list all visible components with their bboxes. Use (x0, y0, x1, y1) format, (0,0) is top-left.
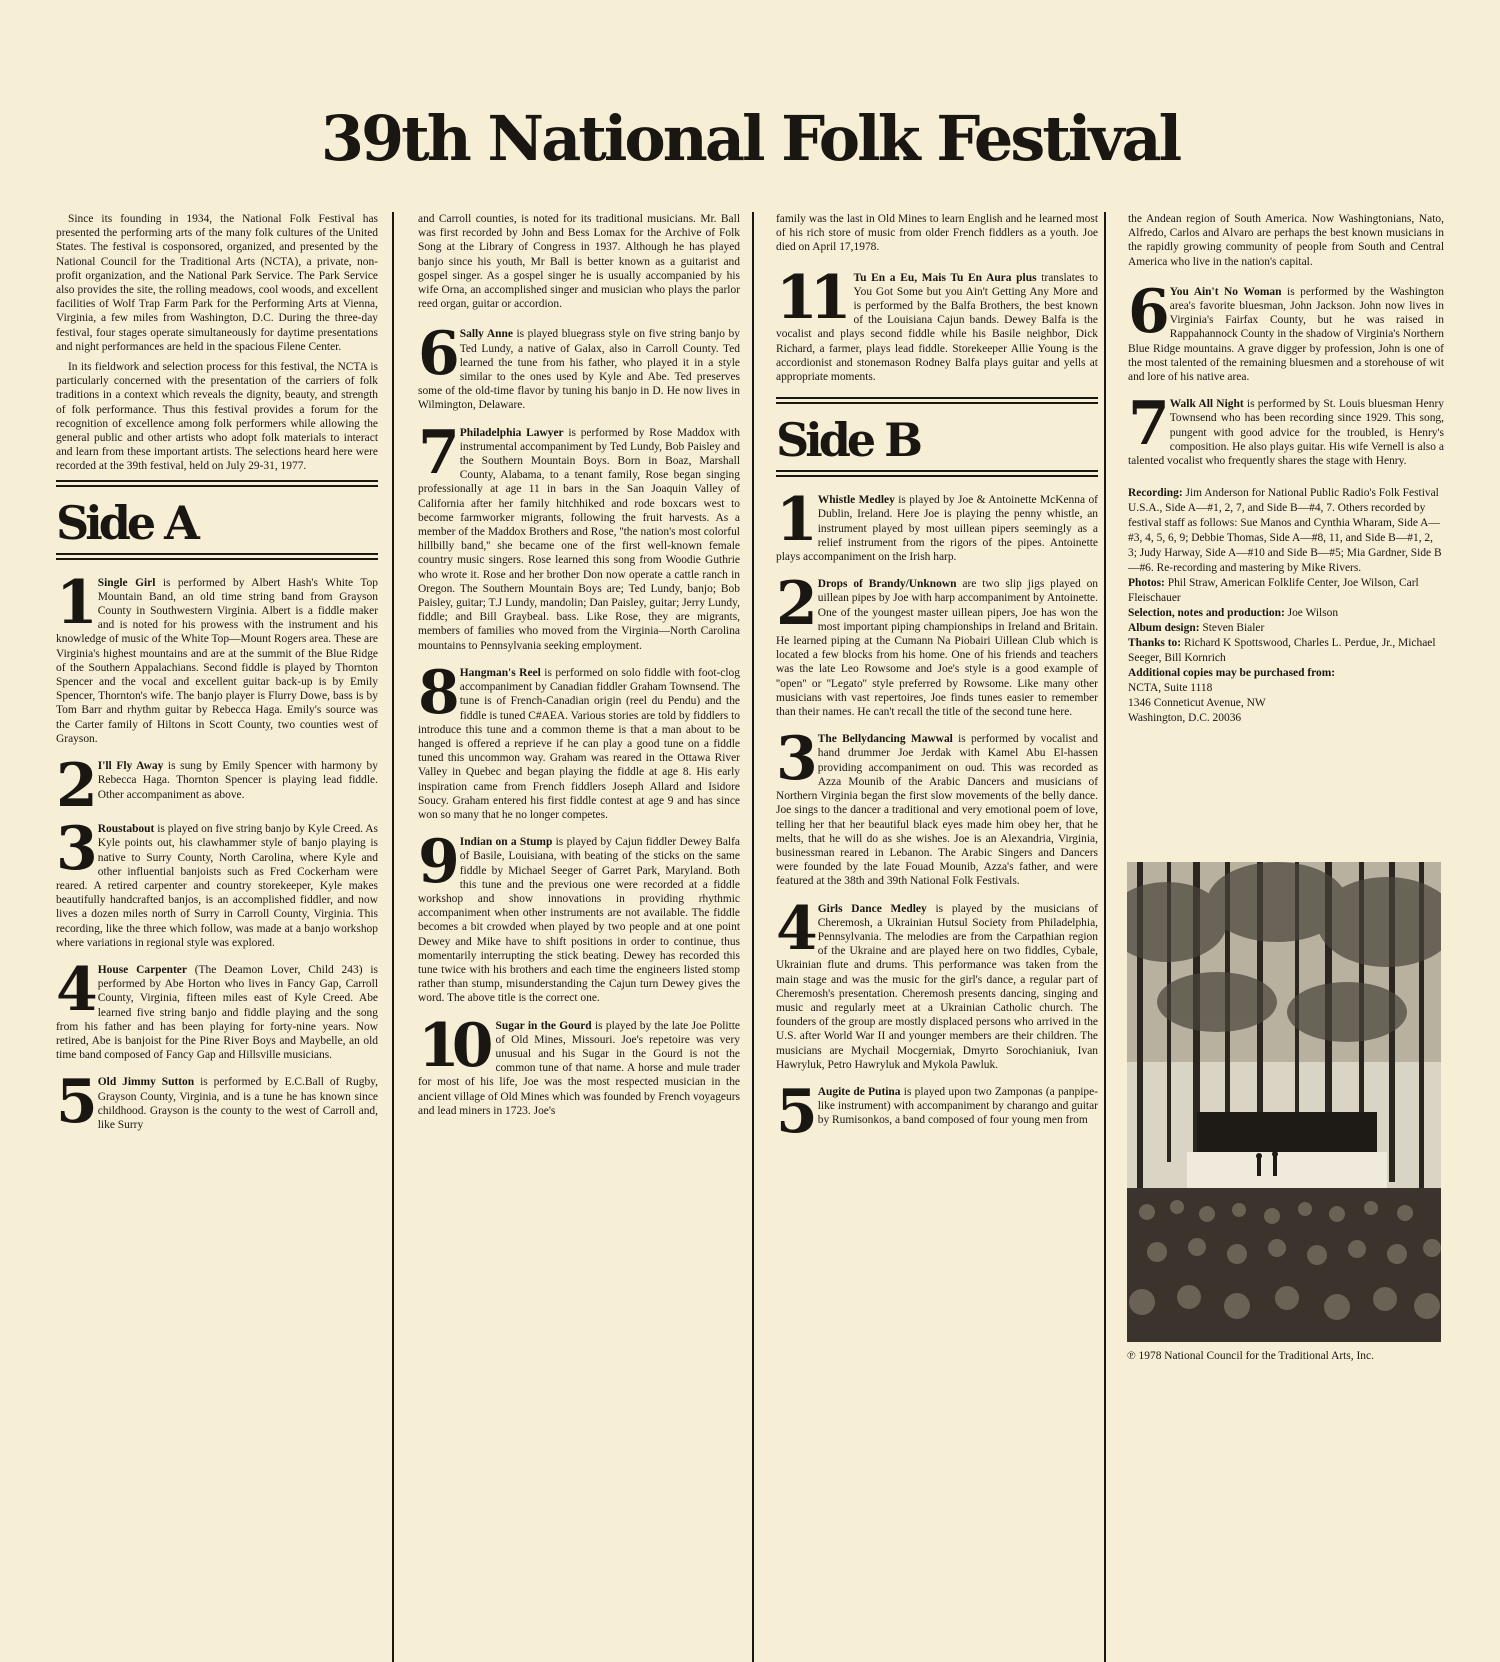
credit-label: Recording: (1128, 487, 1183, 500)
track-entry (776, 902, 1098, 1072)
column-1 (56, 212, 378, 1145)
track-description: (The Deamon Lover, Child 243) is performed by Abe Horton who lives in Fancy Gap, Carroll County, Virginia, fifteen miles east of Kyle Creed. Abe learned five string banjo and fiddle playing and the song from his father and has been playing for forty-nine years. Now retired, Abe is banjoist for the Pine River Boys and Maybelle, an old time band composed of Fancy Gap and Hillsville musicians. (56, 963, 378, 1062)
track-number: 9 (418, 835, 455, 898)
credit-label: Additional copies may be purchased from: (1128, 667, 1336, 680)
track-title: Drops of Brandy/Unknown (817, 578, 957, 591)
credit-text: Phil Straw, American Folklife Center, Joe Wilson, Carl Fleischauer (1128, 577, 1419, 605)
credit-label: Thanks to: (1128, 637, 1182, 650)
credit-text: Jim Anderson for National Public Radio's Folk Festival U.S.A., Side A—#1, 2, 7, and Side B—#4, 7. Others recorded by festival staff as follows: Sue Manos and Cynthia Wharam, Side A—#3, 4, 5, 6, 9; Debbie Thomas, Side A—#8, 11, and Side B—#1, 2, 3; Judy Harway, Side A—#10 and Side B—#5; Mia Gardner, Side B—#6. Re-recording and mastering by Mike Rivers. (1128, 487, 1442, 575)
track-description: is performed by vocalist and hand drummer Joe Jerdak with Kamel Abu El-hassen providing accompaniment on oud. This was recorded as Azza Mounib of the Arabic Dancers and musicians of Northern Virginia began the first slow movements of the belly dance. Joe sings to the dancer a traditional and very emotional poem of love, telling her that her beautiful black eyes made him obey her, that he melts, that he will do as she wishes. Joe is an Alexandria, Virginia, businessman reared in Lebanon. The Arabic Singers and Dancers were founded by the late Fouad Mounib, Azza's father, and were featured at the 38th and 39th National Folk Festivals. (776, 733, 1098, 888)
track-entry (56, 759, 378, 809)
track-entry (56, 963, 378, 1062)
side-a-header (56, 480, 378, 560)
continued-text: the Andean region of South America. Now Washingtonians, Nato, Alfredo, Carlos and Alvaro are perhaps the best known musicians in the rapidly growing community of people from South and Central America who live in the nation's capital. (1128, 213, 1444, 268)
column-divider (752, 212, 754, 1662)
continued-text: and Carroll counties, is noted for its traditional musicians. Mr. Ball was first recorded by John and Bess Lomax for the Archive of Folk Song at the Library of Congress in 1937. Although he has played banjo since his youth, Mr Ball is better known as a guitarist and gospel singer. As a gospel singer he is usually accompanied by his wife Orna, an accomplished singer and musician who plays the parlor reed organ, guitar or accordion. (418, 213, 740, 311)
credit-label: Selection, notes and production: (1128, 607, 1285, 620)
track-description: is sung by Emily Spencer with harmony by Rebecca Haga. Thornton Spencer is playing lead fiddle. Other accompaniment as above. (97, 760, 378, 801)
track-title: Whistle Medley (817, 494, 895, 507)
track-title: Philadelphia Lawyer (459, 426, 564, 439)
track-title: Girls Dance Medley (817, 902, 927, 915)
credit-line (1128, 636, 1444, 666)
track-number: 11 (776, 270, 844, 333)
double-rule (56, 553, 378, 560)
track-entry (418, 327, 740, 412)
track-number: 1 (776, 493, 813, 556)
credit-line (1128, 576, 1444, 606)
track-entry (56, 576, 378, 746)
track-description: is performed by Rose Maddox with instrumental accompaniment by Ted Lundy, Bob Paisley and the Southern Mountain Boys. Born in Boaz, Marshall County, Alabama, to a tenant family, Rose began singing professionally at age 11 in bars in the San Joaquin Valley of California after her family hitchhiked and rode boxcars west to become farmworker migrants, following the fruit harvests. As a member of the Maddox Brothers and Rose, ''the nation's most colorful hillbilly band,'' she became one of the first well-known female country music singers. Rose learned this song from Woodie Guthrie who wrote it. Rose and her brother Don now operate a cattle ranch in Oregon. The Southern Mountain Boys are; Ted Lundy, banjo; Bob Paisley, guitar; T.J Lundy, mandolin; Dan Paisley, guitar; Jerry Lundy, fiddle; and Bill Graybeal. bass. Like Rose, they are migrants, members of families who moved from the Virginia—North Carolina mountains to Pennsylvania seeking employment. (418, 426, 740, 652)
track-description: is performed by Albert Hash's White Top Mountain Band, an old time string band from Grayson County in Southwestern Virginia. Albert is a fiddle maker and is noted for his prowess with the instrument and his knowledge of music of the White Top—Mount Rogers area. These are Virginia's highest mountains and are at the summit of the Blue Ridge of the Southern Appalachians. Second fiddle is played by Thornton Spencer and the vocal and excellent guitar back-up is by Emily Spencer, Thornton's wife. The banjo player is Flurry Dowe, bass is by Tom Barr and rhythm guitar by Rebecca Haga. Emily's source was the Carter family of Hiltons in Scott County, two counties west of Grayson. (56, 576, 378, 745)
track-entry (1128, 397, 1444, 468)
track-entry (776, 732, 1098, 888)
track-number: 6 (1128, 284, 1165, 347)
credit-text: Richard K Spottswood, Charles L. Perdue, Jr., Michael Seeger, Bill Kornrich (1128, 637, 1436, 665)
track-title: Indian on a Stump (459, 836, 553, 849)
credits (1128, 486, 1444, 726)
track-entry (776, 1085, 1098, 1135)
track-description: is performed on solo fiddle with foot-clog accompaniment by Canadian fiddler Graham Townsend. The tune is of French-Canadian origin (reel du Pendu) and the fiddle is tuned C#AEA. Various stories are told by fiddlers to introduce this tune and a common theme is that a man about to be hanged is offered a reprieve if he can play a good tune on a fiddle tuned this uncommon way. Graham was reared in the Ottawa River Valley in Quebec and began playing the fiddle at age 8. His early inspiration came from French fiddlers Joseph Allard and Isidore Soucy. Graham entered his first fiddle contest at age 9 and has since won so many that he no longer competes. (418, 666, 740, 821)
festival-stage-photo (1127, 862, 1441, 1342)
column-4 (1128, 212, 1444, 726)
track-entry (418, 835, 740, 1005)
track-description: is played by Cajun fiddler Dewey Balfa of Basile, Louisiana, with beating of the sticks on the same fiddle by Michael Seeger of Garret Park, Maryland. Both this tune and the previous one were recorded at a fiddle workshop and show innovations in providing rhythmic accompaniment when other instruments are not available. The fiddle becomes a bit crowded when played by two people and at one point Dewey and Mike have to shift positions in order to continue, thus momentarily interrupting the stick beating. Dewey has recorded this tune twice with his brothers and each time the engineers listed stomp rather than stump, misunderstanding the Cajun turn Dewey gives the word. The above title is the correct one. (418, 836, 740, 1005)
track-entry (56, 822, 378, 950)
track-entry (776, 271, 1098, 385)
track-title: I'll Fly Away (97, 760, 164, 773)
track-number: 3 (776, 732, 813, 795)
track-title: Roustabout (97, 823, 155, 836)
track-number: 7 (418, 425, 455, 488)
track-title: Sugar in the Gourd (495, 1019, 592, 1032)
credit-line (1128, 486, 1444, 576)
intro-paragraph: In its fieldwork and selection process for this festival, the NCTA is particularly concerned with the presentation of the carriers of folk traditions in a context which reveals the dignity, beauty, and strength of folk performance. Thus this festival provides a forum for the recognition of excellence among folk performers while allowing the general public and other artists who adopt folk materials to interact and learn from these important artists. The selections heard here were recorded at the 39th festival, held on July 29-31, 1977. (56, 361, 378, 473)
track-description: are two slip jigs played on uillean pipes by Joe with harp accompaniment by Antoinette. One of the youngest master uillean pipers, Joe has won the most important piping championships in Ireland and Britain. He learned piping at the Cumann Na Piobairi Uillean Club which is located a few blocks from his home. One of his friends and teachers was the late Leo Rowsome and Joe's style is a good example of ''open'' or ''Legato'' style preferred by Rowsome. Like many other musicians with vast repertoires, Joe finds tunes easier to remember than their names. He can't recall the title of the second tune here. (776, 578, 1098, 719)
track-number: 6 (418, 327, 455, 390)
track-description: is played bluegrass style on five string banjo by Ted Lundy, a native of Galax, also in Carroll County. Ted learned the tune from his father, who played it in a style similar to the ones used by Kyle and Abe. Ted preserves some of the old-time flavor by tuning his banjo in D. He now lives in Wilmington, Delaware. (418, 328, 740, 412)
side-b-header (776, 397, 1098, 477)
track-description: is played on five string banjo by Kyle Creed. As Kyle points out, his clawhammer style of banjo playing is native to Surry County, North Carolina, where Kyle and other influential banjoists such as Fred Cockerham were reared. A retired carpenter and country storekeeper, Kyle makes beautifully handcrafted banjos, is an accomplished fiddler, and now lives a dozen miles north of Surry in Carroll County, Virginia. This recording, like the three which follow, was made at a banjo workshop where variations in regional style was explored. (56, 823, 378, 949)
intro-paragraph: Since its founding in 1934, the National Folk Festival has presented the performing arts of the many folk cultures of the United States. The festival is cosponsored, organized, and presented by the National Council for the Traditional Arts (NCTA), a private, non-profit organization, and the National Park Service. The Park Service also provides the site, the rolling meadows, cool woods, and excellent facilities of Wolf Trap Farm Park for the Performing Arts at Vienna, Virginia, a few miles from Washington, D.C. During the three-day festival, four stages operate simultaneously for daytime presentations and night performances are held in the spacious Filene Center. (56, 213, 378, 353)
track-description: is played upon two Zamponas (a panpipe-like instrument) with accompaniment by charango and guitar by Rumisonkos, a band composed of four young men from (817, 1085, 1098, 1127)
track-number: 7 (1128, 397, 1165, 460)
track-number: 2 (56, 759, 93, 810)
double-rule (776, 397, 1098, 404)
track-title: Sally Anne (459, 328, 513, 341)
track-entry (418, 666, 740, 822)
credit-label: Photos: (1128, 577, 1165, 590)
column-2 (418, 212, 740, 1131)
double-rule (56, 480, 378, 487)
track-title: Old Jimmy Sutton (97, 1076, 195, 1089)
credit-line (1128, 606, 1444, 621)
credit-line (1128, 666, 1444, 681)
track-number: 8 (418, 665, 455, 728)
credit-text: Joe Wilson (1284, 607, 1339, 620)
track-number: 5 (776, 1084, 813, 1135)
side-b-title: Side B (776, 413, 920, 468)
double-rule (776, 470, 1098, 477)
track-title: Walk All Night (1169, 398, 1244, 411)
credit-label: Album design: (1128, 622, 1200, 635)
track-entry (776, 493, 1098, 564)
track-number: 3 (56, 822, 93, 885)
page-title: 39th National Folk Festival (320, 102, 1180, 175)
track-description: is played by Joe & Antoinette McKenna of Dublin, Ireland. Here Joe is playing the penny whistle, an instrument played by most uillean pipers seemingly as a relief instrument from the rigors of the pipes. Antoinette plays accompaniment on the Irish harp. (776, 494, 1098, 564)
forest-audience-photo-icon (1127, 862, 1441, 1342)
address-line: 1346 Conneticut Avenue, NW (1128, 697, 1266, 710)
track-number: 10 (418, 1018, 486, 1081)
track-description: is performed by the Washington area's favorite bluesman, John Jackson. John now lives in Virginia's Fairfax County, but he was raised in Rappahannock County in the shadow of Virginia's Northern Blue Ridge mountains. A grave digger by profession, John is one of the most talented of the remaining bluesmen and a storehouse of wit and lore of his native area. (1128, 285, 1444, 384)
track-title: Augite de Putina (817, 1085, 901, 1098)
track-number: 5 (56, 1075, 93, 1133)
track-entry (1128, 285, 1444, 384)
track-description: is performed by St. Louis bluesman Henry Townsend who has been recording since 1929. This song, pungent with good advice for the troubled, is Henry's composition. He also plays guitar. His wife Vernell is also a talented vocalist who frequently shares the stage with Henry. (1128, 398, 1444, 468)
track-entry (56, 1075, 378, 1132)
track-number: 2 (776, 577, 813, 640)
column-divider (1104, 212, 1106, 1662)
track-description: is played by the late Joe Politte of Old Mines, Missouri. Joe's repetoire was very unusual and his Sugar in the Gourd is not the common tune of that name. A horse and mule trader for most of his life, Joe was the most respected musician in the ancient village of Old Mines which was founded by French voyageurs and lead miners in 1723. Joe's (418, 1019, 740, 1117)
track-entry (418, 1019, 740, 1118)
track-description: is performed by E.C.Ball of Rugby, Grayson County, Virginia, and is a tune he has known since childhood. Grayson is the county to the west of Carroll and, like Surry (97, 1076, 378, 1131)
address-line: Washington, D.C. 20036 (1128, 712, 1242, 725)
side-a-title: Side A (56, 495, 196, 550)
copyright-caption: ℗ 1978 National Council for the Traditional Arts, Inc. (1127, 1350, 1374, 1362)
track-title: House Carpenter (97, 963, 187, 976)
track-description: translates to You Got Some but you Ain't Getting Any More and is performed by the Balfa Brothers, the best known of the Louisiana Cajun bands. Dewey Balfa is the vocalist and plays second fiddle while his Basile neighbor, Dick Richard, a farmer, plays lead fiddle. Storekeeper Allie Young is the accordionist and stonemason Rodney Balfa plays guitar and yells at appropriate moments. (776, 271, 1098, 384)
continued-text: family was the last in Old Mines to learn English and he learned most of his rich store of music from older French fiddlers as a youth. Joe died on April 17,1978. (776, 213, 1098, 254)
track-number: 4 (776, 901, 813, 964)
track-title: Tu En a Eu, Mais Tu En Aura plus (853, 271, 1037, 284)
track-entry (418, 426, 740, 653)
track-entry (776, 577, 1098, 719)
track-number: 4 (56, 962, 93, 1025)
track-title: Hangman's Reel (459, 666, 541, 679)
column-3 (776, 212, 1098, 1148)
track-title: The Bellydancing Mawwal (817, 733, 953, 746)
track-title: Single Girl (97, 576, 156, 589)
credit-line (1128, 621, 1444, 636)
track-title: You Ain't No Woman (1169, 285, 1282, 298)
track-number: 1 (56, 575, 93, 638)
address-line: NCTA, Suite 1118 (1128, 682, 1213, 695)
column-divider (392, 212, 394, 1662)
track-description: is played by the musicians of Cheremosh, a Ukrainian Hutsul Society from Philadelphia, Pennsylvania. The melodies are from the Carpathian region of the Ukraine and are played here on two fiddles, Cybale, Ukrainian flute and drums. This performance was taken from the main stage and was the music for the girl's dance, a regular part of Cheremosh's presentation. Cheremosh presents dancing, singing and music and regularly meet at a Ukrainian Catholic church. The founders of the group are mostly displaced persons who arrived in the U.S. after World War II and younger members are their children. The musicians are Mychail Mocgerniak, Dmyrto Sorochianiuk, Ivan Hawryluk, Petro Hawryluk and Mykola Pawluk. (776, 902, 1098, 1071)
credit-text: Steven Bialer (1199, 622, 1265, 635)
